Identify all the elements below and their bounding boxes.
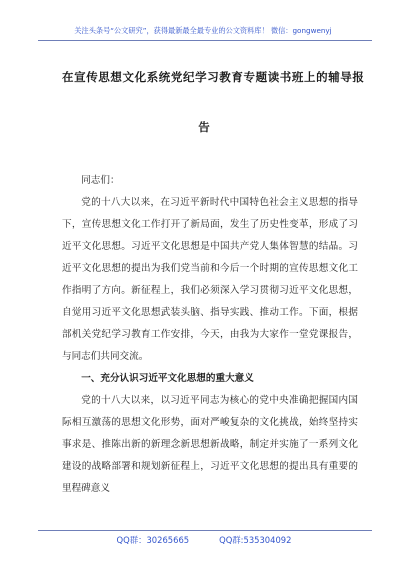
header-banner: 关注头条号“公文研究”，获得最新最全最专业的公文资料库！ 微信：gongwenyj bbox=[74, 26, 332, 35]
footer-qq-group-2: QQ群:535304092 bbox=[219, 535, 292, 545]
section-heading: 一、充分认识习近平文化思想的重大意义 bbox=[81, 373, 254, 384]
document-title: 在宣传思想文化系统党纪学习教育专题读书班上的辅导报 bbox=[62, 70, 365, 84]
body-paragraph: 党的十八大以来，在习近平新时代中国特色社会主义思想的指导下，宣传思想文化工作打开了新局面，发生了历史性变革，形成了习近平文化思想。习近平文化思想是中国共产党人集体智慧的结晶。习近平文化思想的提出为我们党当前和今后一个时期的宣传思想文化工作指明了方向。新征程上，我们必须深入学习贯彻习近平文化思想，自觉用习近平文化思想武装头脑、指导实践、推动工作。下面，根据部机关党纪学习教育工作安排，今天，由我为大家作一堂党课报告，与同志们共同交流。 bbox=[62, 197, 358, 362]
document-title-continuation: 告 bbox=[198, 120, 210, 134]
salutation: 同志们： bbox=[81, 175, 120, 186]
section-paragraph: 党的十八大以来，以习近平同志为核心的党中央准确把握国内国际相互激荡的思想文化形势，面对严峻复杂的文化挑战，始终坚持实事求是、推陈出新的新理念新思想新战略，制定并实施了一系列文化建设的战略部署和规划新征程上，习近平文化思想的提出具有重要的里程碑意义 bbox=[62, 395, 358, 494]
header-divider bbox=[38, 40, 372, 41]
footer-divider bbox=[38, 530, 372, 531]
footer-qq-group-1: QQ群：30265665 bbox=[116, 535, 190, 545]
document-body bbox=[62, 170, 358, 500]
footer bbox=[0, 534, 408, 546]
